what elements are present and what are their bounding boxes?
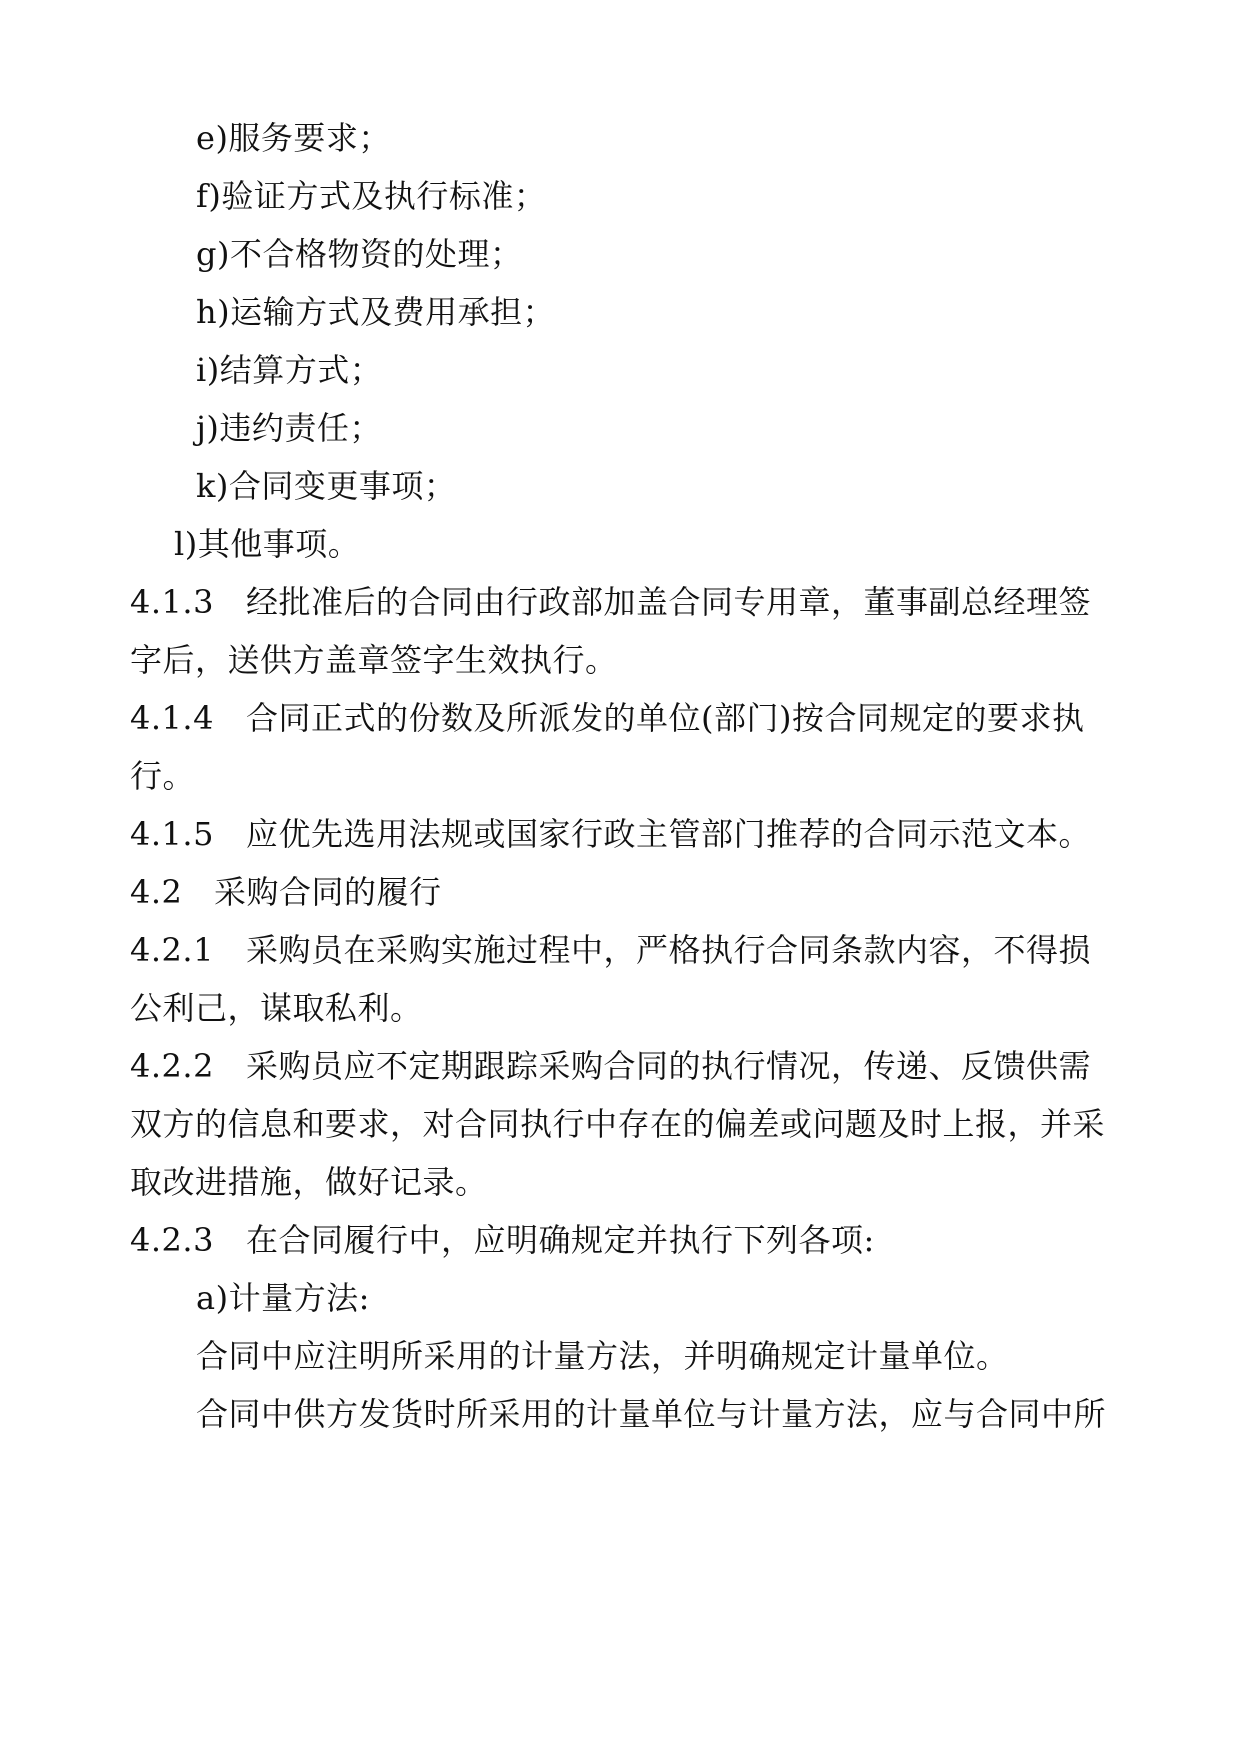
clause-number: 4.1.5 bbox=[130, 815, 214, 853]
clause-4-2-2-cont-1: 双方的信息和要求，对合同执行中存在的偏差或问题及时上报，并采 bbox=[130, 1105, 1106, 1143]
sub-item-a-paragraph-1: 合同中应注明所采用的计量方法，并明确规定计量单位。 bbox=[196, 1337, 1009, 1375]
clause-number: 4.2.1 bbox=[130, 931, 214, 969]
clause-text: 经批准后的合同由行政部加盖合同专用章，董事副总经理签 bbox=[246, 583, 1092, 621]
clause-number: 4.1.4 bbox=[130, 699, 214, 737]
clause-text: 合同正式的份数及所派发的单位(部门)按合同规定的要求执 bbox=[246, 699, 1085, 737]
list-item-e: e)服务要求； bbox=[196, 119, 391, 157]
section-4-2-heading bbox=[130, 872, 442, 912]
clause-text: 采购员应不定期跟踪采购合同的执行情况，传递、反馈供需 bbox=[246, 1047, 1092, 1085]
clause-4-2-1-cont: 公利己，谋取私利。 bbox=[130, 989, 423, 1027]
clause-number: 4.2.2 bbox=[130, 1047, 214, 1085]
section-number: 4.2 bbox=[130, 873, 183, 911]
list-item-j: j)违约责任； bbox=[196, 409, 382, 447]
list-item-g: g)不合格物资的处理； bbox=[196, 235, 523, 273]
section-title: 采购合同的履行 bbox=[214, 873, 442, 911]
clause-4-1-4-cont: 行。 bbox=[130, 757, 196, 795]
clause-4-2-2-cont-2: 取改进措施，做好记录。 bbox=[130, 1163, 488, 1201]
list-item-i: i)结算方式； bbox=[196, 351, 383, 389]
clause-4-2-3 bbox=[130, 1220, 875, 1260]
clause-4-1-3-cont: 字后，送供方盖章签字生效执行。 bbox=[130, 641, 618, 679]
sub-item-a-label: a)计量方法: bbox=[196, 1279, 370, 1317]
clause-text: 应优先选用法规或国家行政主管部门推荐的合同示范文本。 bbox=[246, 815, 1092, 853]
list-item-l: l)其他事项。 bbox=[174, 525, 361, 563]
clause-4-2-2 bbox=[130, 1046, 1091, 1086]
clause-text: 采购员在采购实施过程中，严格执行合同条款内容，不得损 bbox=[246, 931, 1092, 969]
clause-4-2-1 bbox=[130, 930, 1091, 970]
clause-4-1-3 bbox=[130, 582, 1091, 622]
clause-4-1-4 bbox=[130, 698, 1084, 738]
sub-item-a-paragraph-2: 合同中供方发货时所采用的计量单位与计量方法，应与合同中所 bbox=[196, 1395, 1107, 1433]
list-item-k: k)合同变更事项； bbox=[196, 467, 457, 505]
clause-number: 4.2.3 bbox=[130, 1221, 214, 1259]
list-item-h: h)运输方式及费用承担； bbox=[196, 293, 556, 331]
clause-text: 在合同履行中，应明确规定并执行下列各项: bbox=[246, 1221, 875, 1259]
clause-4-1-5 bbox=[130, 814, 1091, 854]
list-item-f: f)验证方式及执行标准； bbox=[196, 177, 547, 215]
clause-number: 4.1.3 bbox=[130, 583, 214, 621]
